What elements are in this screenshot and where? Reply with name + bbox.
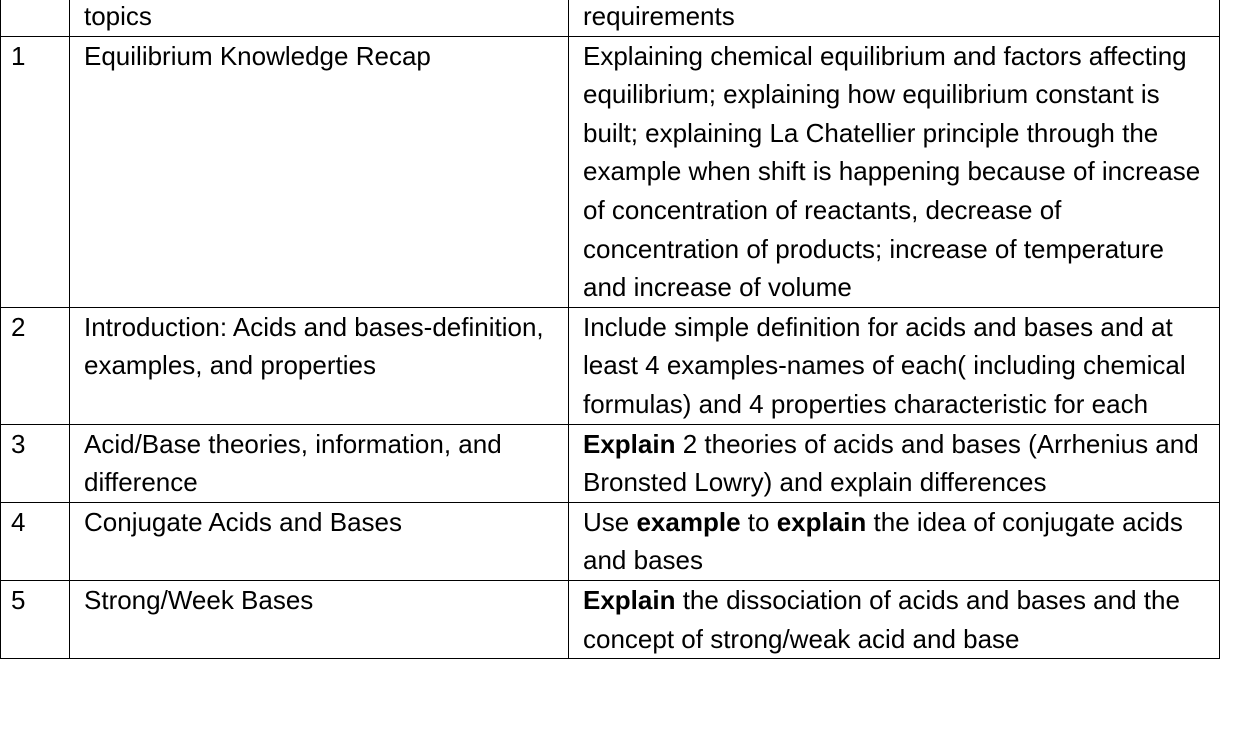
row-topic: Acid/Base theories, information, and difference — [70, 424, 569, 502]
header-requirements: requirements — [569, 0, 1220, 36]
row-topic: Strong/Week Bases — [70, 580, 569, 658]
row-requirements — [569, 36, 1220, 307]
row-requirements — [569, 502, 1220, 580]
table-row — [1, 424, 1220, 502]
header-row — [1, 0, 1220, 36]
req-bold-segment: Explain — [583, 584, 676, 615]
table-row — [1, 580, 1220, 658]
req-bold-segment: Explain — [583, 428, 676, 459]
req-segment: Use — [583, 506, 637, 537]
req-segment: the dissociation of acids and bases and the concept of strong/weak acid and base — [583, 584, 1180, 654]
row-number: 1 — [1, 36, 70, 307]
table-row — [1, 502, 1220, 580]
req-segment: the idea of conjugate acids and bases — [583, 506, 1183, 576]
header-num-cell — [1, 0, 70, 36]
row-topic: Introduction: Acids and bases-definition, examples, and properties — [70, 307, 569, 424]
row-requirements — [569, 424, 1220, 502]
req-segment: Explaining chemical equilibrium and factors affecting equilibrium; explaining how equilibrium constant is built; explaining La Chatellier principle through the example when shift is happening because of increase of concentration of reactants, decrease of concentration of products; increase of temperature and increase of volume — [583, 40, 1201, 303]
row-topic: Conjugate Acids and Bases — [70, 502, 569, 580]
row-number: 5 — [1, 580, 70, 658]
row-number: 3 — [1, 424, 70, 502]
req-bold-segment: example — [636, 506, 741, 537]
table-row — [1, 36, 1220, 307]
row-topic: Equilibrium Knowledge Recap — [70, 36, 569, 307]
table-row — [1, 307, 1220, 424]
row-requirements — [569, 307, 1220, 424]
table-body — [1, 0, 1220, 659]
row-number: 2 — [1, 307, 70, 424]
req-segment: to — [740, 506, 777, 537]
row-requirements — [569, 580, 1220, 658]
header-topics: topics — [70, 0, 569, 36]
req-bold-segment: explain — [776, 506, 867, 537]
row-number: 4 — [1, 502, 70, 580]
req-segment: Include simple definition for acids and bases and at least 4 examples-names of each( including chemical formulas) and 4 properties characteristic for each — [583, 311, 1186, 419]
req-segment: 2 theories of acids and bases (Arrhenius and Bronsted Lowry) and explain differences — [583, 428, 1199, 498]
